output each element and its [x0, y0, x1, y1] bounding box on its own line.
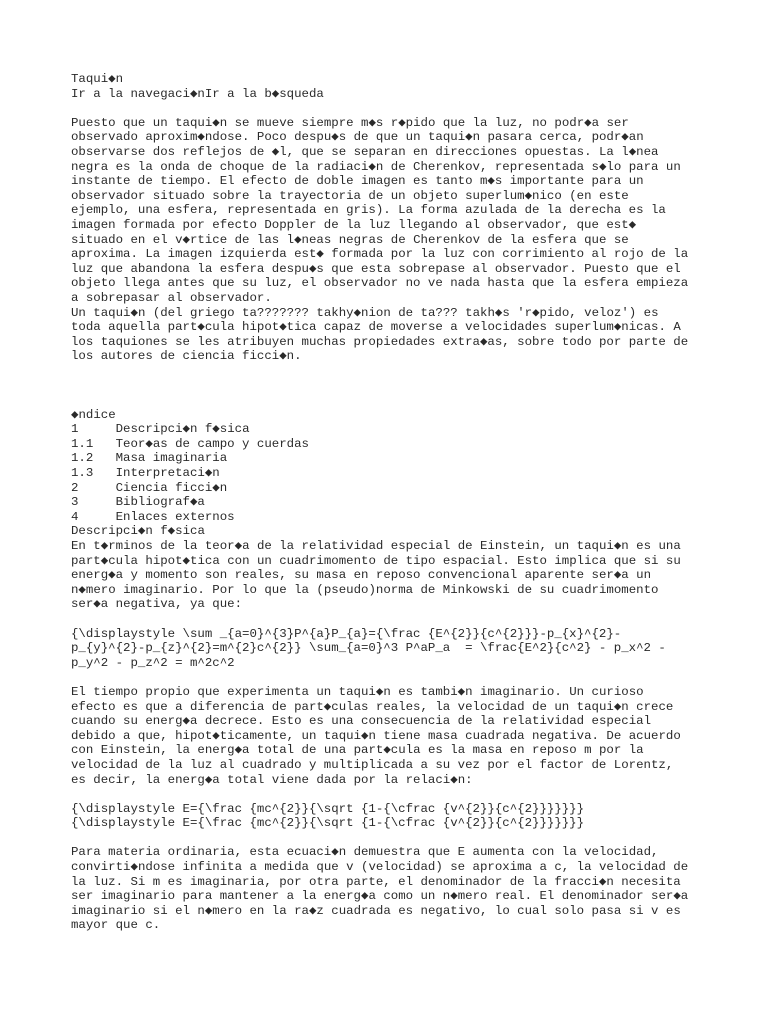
toc-item: 1.1 Teor◆as de campo y cuerdas	[71, 436, 309, 451]
text-line: la luz. Si m es imaginaria, por otra parte, el denominador de la fracci◆n necesita	[71, 874, 681, 889]
text-line: En t◆rminos de la teor◆a de la relatividad especial de Einstein, un taqui◆n es una	[71, 539, 681, 554]
text-line: imaginario si el n◆mero en la ra◆z cuadrada es negativo, lo cual solo pasa si v es	[71, 903, 681, 918]
formula-line: {\displaystyle \sum _{a=0}^{3}P^{a}P_{a}={\frac {E^{2}}{c^{2}}}-p_{x}^{2}-	[71, 626, 622, 641]
text-line: velocidad de la luz al cuadrado y multiplicada a su vez por el factor de Lorentz,	[71, 757, 674, 772]
table-of-contents	[71, 408, 711, 525]
text-line: ser◆a negativa, ya que:	[71, 597, 243, 612]
text-line: part◆cula hipot◆tica con un cuadrimomento de tipo espacial. Esto implica que si su	[71, 553, 681, 568]
text-line: aproxima. La imagen izquierda est◆ formada por la luz con corrimiento al rojo de la	[71, 247, 689, 262]
text-line: toda aquella part◆cula hipot◆tica capaz de moverse a velocidades superlum◆nicas. A	[71, 320, 681, 335]
text-line: con Einstein, la energ◆a total de una part◆cula es la masa en reposo m por la	[71, 743, 644, 758]
toc-item: 1.3 Interpretaci◆n	[71, 466, 220, 481]
formula-line: p_{y}^{2}-p_{z}^{2}=m^{2}c^{2}} \sum_{a=0}^3 P^aP_a = \frac{E^2}{c^2} - p_x^2 -	[71, 641, 666, 656]
toc-item: 1 Descripci◆n f◆sica	[71, 422, 250, 437]
text-line: El tiempo propio que experimenta un taqui◆n es tambi◆n imaginario. Un curioso	[71, 684, 644, 699]
text-line: cuando su energ◆a decrece. Esto es una consecuencia de la relatividad especial	[71, 714, 652, 729]
text-line: n◆mero imaginario. Por lo que la (pseudo)norma de Minkowski de su cuadrimomento	[71, 582, 659, 597]
text-line: imagen formada por efecto Doppler de la luz llegando al observador, que est◆	[71, 217, 637, 232]
text-line: a sobrepasar al observador.	[71, 290, 272, 305]
toc-item: 4 Enlaces externos	[71, 509, 235, 524]
section-heading: Descripci◆n f◆sica	[71, 524, 205, 539]
formula-block-energy	[71, 802, 711, 831]
text-line: efecto es que a diferencia de part◆culas reales, la velocidad de un taqui◆n crece	[71, 699, 674, 714]
toc-item: 2 Ciencia ficci◆n	[71, 480, 228, 495]
text-line: observarse dos reflejos de ◆l, que se separan en direcciones opuestas. La l◆nea	[71, 144, 659, 159]
section-paragraph	[71, 539, 711, 612]
text-line: Puesto que un taqui◆n se mueve siempre m◆s r◆pido que la luz, no podr◆a ser	[71, 115, 629, 130]
text-line: Para materia ordinaria, esta ecuaci◆n demuestra que E aumenta con la velocidad,	[71, 845, 659, 860]
toc-item: 3 Bibliograf◆a	[71, 495, 205, 510]
text-line: convirti◆ndose infinita a medida que v (velocidad) se aproxima a c, la velocidad de	[71, 860, 689, 875]
text-line: los autores de ciencia ficci◆n.	[71, 349, 302, 364]
text-line: situado en el v◆rtice de las l◆neas negras de Cherenkov de la esfera que se	[71, 232, 629, 247]
text-line: observado aproxim◆ndose. Poco despu◆s de que un taqui◆n pasara cerca, podr◆an	[71, 130, 644, 145]
formula-line: {\displaystyle E={\frac {mc^{2}}{\sqrt {1-{\cfrac {v^{2}}{c^{2}}}}}}}	[71, 801, 585, 816]
text-line: instante de tiempo. El efecto de doble imagen es tanto m◆s importante para un	[71, 174, 644, 189]
text-line: negra es la onda de choque de la radiaci◆n de Cherenkov, representada s◆lo para un	[71, 159, 681, 174]
formula-line: {\displaystyle E={\frac {mc^{2}}{\sqrt {1-{\cfrac {v^{2}}{c^{2}}}}}}}	[71, 816, 585, 831]
toc-heading: ◆ndice	[71, 407, 116, 422]
text-line: mayor que c.	[71, 918, 161, 933]
text-line: observador situado sobre la trayectoria de un objeto superlum◆nico (en este	[71, 188, 629, 203]
text-line: ejemplo, una esfera, representada en gris). La forma azulada de la derecha es la	[71, 203, 666, 218]
text-line: es decir, la energ◆a total viene dada por la relaci◆n:	[71, 772, 473, 787]
text-line: Un taqui◆n (del griego ta??????? takhy◆nion de ta??? takh◆s 'r◆pido, veloz') es	[71, 305, 659, 320]
paragraph-proper-time	[71, 685, 711, 787]
text-line: objeto llega antes que su luz, el observador no ve nada hasta que la esfera empieza	[71, 276, 689, 291]
paragraph-ordinary-matter	[71, 845, 711, 933]
document-body	[71, 72, 711, 933]
toc-item: 1.2 Masa imaginaria	[71, 451, 228, 466]
intro-paragraph	[71, 116, 711, 364]
page-title: Taqui◆n	[71, 72, 124, 86]
text-line: energ◆a y momento son reales, su masa en reposo convencional aparente ser◆a un	[71, 568, 652, 583]
navigation-links-line: Ir a la navegaci◆nIr a la b◆squeda	[71, 86, 324, 101]
text-line: los taquiones se les atribuyen muchas propiedades extra◆as, sobre todo por parte de	[71, 334, 689, 349]
formula-block	[71, 627, 711, 671]
formula-line: p_y^2 - p_z^2 = m^2c^2	[71, 655, 235, 670]
text-line: debido a que, hipot◆ticamente, un taqui◆n tiene masa cuadrada negativa. De acuerdo	[71, 728, 681, 743]
text-line: ser imaginario para mantener a la energ◆a como un n◆mero real. El denominador ser◆a	[71, 889, 689, 904]
text-line: luz que abandona la esfera despu◆s que esta sobrepase al observador. Puesto que el	[71, 261, 681, 276]
